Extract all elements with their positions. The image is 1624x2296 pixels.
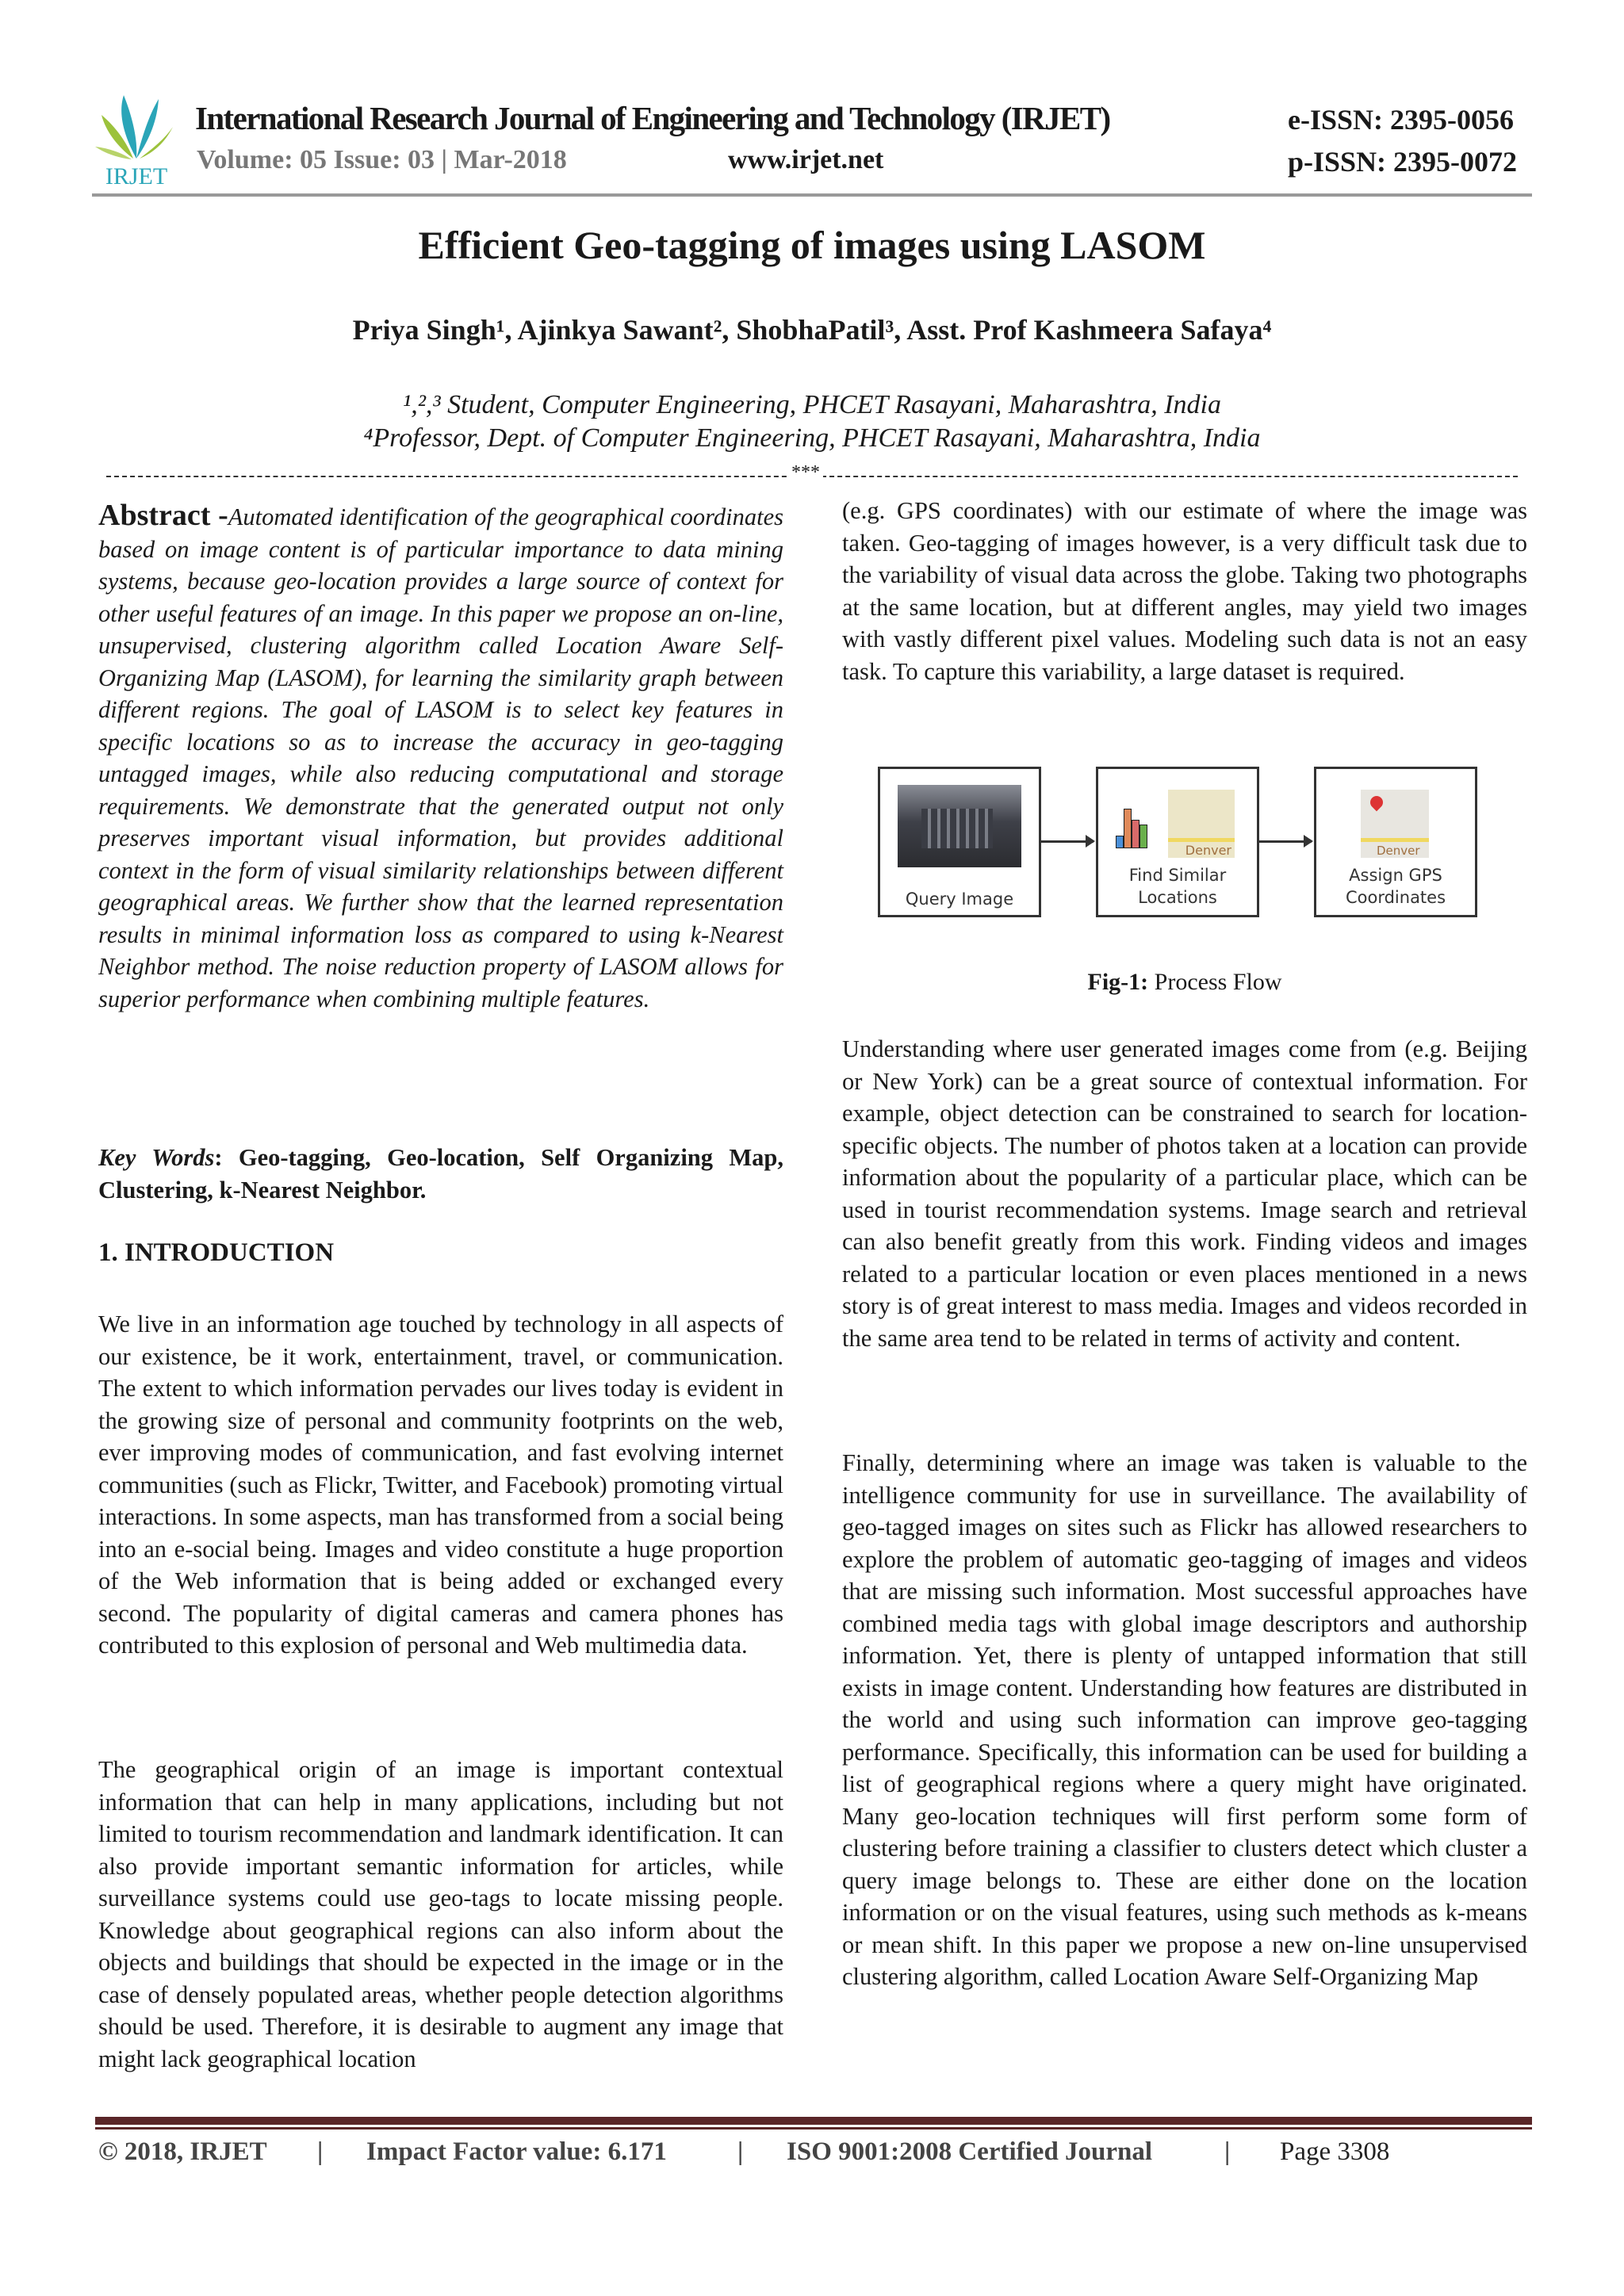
- footer-impact-factor: Impact Factor value: 6.171: [366, 2137, 667, 2166]
- abstract-text: Automated identification of the geographical coordinates based on image content is of particular importance to data mining systems, because geo-location provides a large source of context for other useful features of an image. In this paper we propose an on-line, unsupervised, clustering algorithm called Location Aware Self-Organizing Map (LASOM), for learning the similarity graph between different regions. The goal of LASOM is to select key features in specific locations so as to increase the accuracy in geo-tagging untagged images, while also reducing computational and storage requirements. We demonstrate that the generated output not only preserves important visual information, but provides additional context in the form of visual similarity relationships between different geographical areas. We further show that the learned representation results in minimal information loss as compared to using k-Nearest Neighbor method. The noise reduction property of LASOM allows for superior performance when combining multiple features.: [98, 503, 783, 1012]
- keywords-text: : Geo-tagging, Geo-location, Self Organizing Map, Clustering, k-Nearest Neighbor.: [98, 1144, 783, 1203]
- website-link[interactable]: www.irjet.net: [728, 145, 884, 174]
- caption-label: Fig-1:: [1087, 969, 1149, 995]
- affiliation-2: ⁴Professor, Dept. of Computer Engineering, PHCET Rasayani, Maharashtra, India: [363, 423, 1261, 453]
- e-issn: e-ISSN: 2395-0056: [1288, 104, 1514, 136]
- abstract: [98, 499, 783, 1015]
- flow-box-label: Assign GPS Coordinates: [1345, 866, 1446, 907]
- building-photo: [898, 785, 1021, 867]
- footer-rule: [95, 2117, 1532, 2125]
- p-issn: p-ISSN: 2395-0072: [1288, 146, 1518, 178]
- flow-box-label: Query Image: [905, 890, 1014, 909]
- map-thumbnail: [1168, 790, 1235, 858]
- footer-page-number: Page 3308: [1280, 2137, 1390, 2166]
- paper-title: Efficient Geo-tagging of images using LASOM: [418, 223, 1206, 267]
- header-rule: [92, 193, 1532, 197]
- logo-text: IRJET: [105, 163, 168, 189]
- abstract-heading: Abstract -: [98, 499, 228, 532]
- section-heading: 1. INTRODUCTION: [98, 1238, 335, 1267]
- flow-box-query-image: [878, 767, 1041, 917]
- paragraph: Finally, determining where an image was taken is valuable to the intelligence community for use in surveillance. The availability of geo-tagged images on sites such as Flickr has allowed researchers to explore the problem of automatic geo-tagging of images and videos that are missing such information. Most successful approaches have combined media tags with global image descriptors and authorship information. Yet, there is plenty of untapped information that still exists in image content. Understanding how features are distributed in the world and using such information can improve geo-tagging performance. Specifically, this information can be used for building a list of geographical regions where a query might have originated. Many geo-location techniques will first perform some form of clustering before training a classifier to clusters detect which cluster a query image belongs to. These are either done on the location information or on the visual features, using such methods as k-means or mean shift. In this paper we propose a new on-line unsupervised clustering algorithm, called Location Aware Self-Organizing Map: [842, 1449, 1527, 1990]
- paragraph: We live in an information age touched by technology in all aspects of our existence, be it work, entertainment, travel, or communication. The extent to which information pervades our lives today is evident in the growing size of personal and community footprints on the web, ever improving modes of communication, and fast evolving internet communities (such as Flickr, Twitter, and Facebook) promoting virtual interactions. In some aspects, man has transformed from a social being into an e-social being. Images and video constitute a huge proportion of the Web information that is being added or exchanged every second. The popularity of digital cameras and camera phones has contributed to this explosion of personal and Web multimedia data.: [98, 1311, 783, 1659]
- keywords: [98, 1142, 783, 1206]
- paragraph: The geographical origin of an image is important contextual information that can help in many applications, including but not limited to tourism recommendation and landmark identification. It can also provide important semantic information for articles, while surveillance systems could use geo-tags to locate missing people. Knowledge about geographical regions can also inform about the objects and buildings that should be expected in the image or in the case of densely populated areas, whether people detection algorithms should be used. Therefore, it is desirable to augment any image that might lack geographical location: [98, 1756, 783, 2072]
- caption-text: Process Flow: [1148, 969, 1282, 995]
- footer-sep: |: [737, 2137, 744, 2166]
- arrow-icon: [1041, 840, 1094, 843]
- map-pin-icon: [1368, 794, 1386, 812]
- flow-box-label: Find Similar Locations: [1128, 866, 1227, 907]
- map-label: Denver: [1185, 843, 1231, 858]
- irjet-logo: [94, 91, 179, 189]
- footer-sep: |: [1224, 2137, 1231, 2166]
- flow-box-assign-gps: [1314, 767, 1477, 917]
- keywords-label: Key Words: [98, 1144, 215, 1171]
- footer-copyright: © 2018, IRJET: [98, 2137, 267, 2166]
- bar-chart-icon: [1116, 809, 1149, 848]
- affiliation-1: ¹,²,³ Student, Computer Engineering, PHCET Rasayani, Maharashtra, India: [403, 390, 1221, 419]
- arrow-icon: [1259, 840, 1312, 843]
- separator-stars: ***: [788, 463, 823, 482]
- footer-rule-thin: [95, 2127, 1532, 2130]
- journal-name: International Research Journal of Engineering and Technology (IRJET): [195, 100, 1110, 136]
- figure-caption: [842, 969, 1527, 996]
- flow-box-find-similar: [1096, 767, 1259, 917]
- authors: Priya Singh¹, Ajinkya Sawant², ShobhaPatil³, Asst. Prof Kashmeera Safaya⁴: [352, 314, 1272, 346]
- paragraph: Understanding where user generated images come from (e.g. Beijing or New York) can be a great source of contextual information. For example, object detection can be constrained to search for location-specific objects. The number of photos taken at a location can provide information about the popularity of a particular place, which can be used in tourist recommendation systems. Image search and retrieval can also benefit greatly from this work. Finding videos and images related to a particular location or even places mentioned in a news story is of great interest to mass media. Images and videos recorded in the same area tend to be related in terms of activity and content.: [842, 1035, 1527, 1352]
- map-label: Denver: [1377, 844, 1420, 858]
- paragraph: (e.g. GPS coordinates) with our estimate of where the image was taken. Geo-tagging of images however, is a very difficult task due to the variability of visual data across the globe. Taking two photographs at the same location, but at different angles, may yield two images with vastly different pixel values. Modeling such data is not an easy task. To capture this variability, a large dataset is required.: [842, 497, 1527, 685]
- map-pin-thumbnail: [1361, 790, 1429, 858]
- footer-iso: ISO 9001:2008 Certified Journal: [787, 2137, 1153, 2166]
- volume-issue: Volume: 05 Issue: 03 | Mar-2018: [197, 145, 567, 174]
- footer-sep: |: [317, 2137, 324, 2166]
